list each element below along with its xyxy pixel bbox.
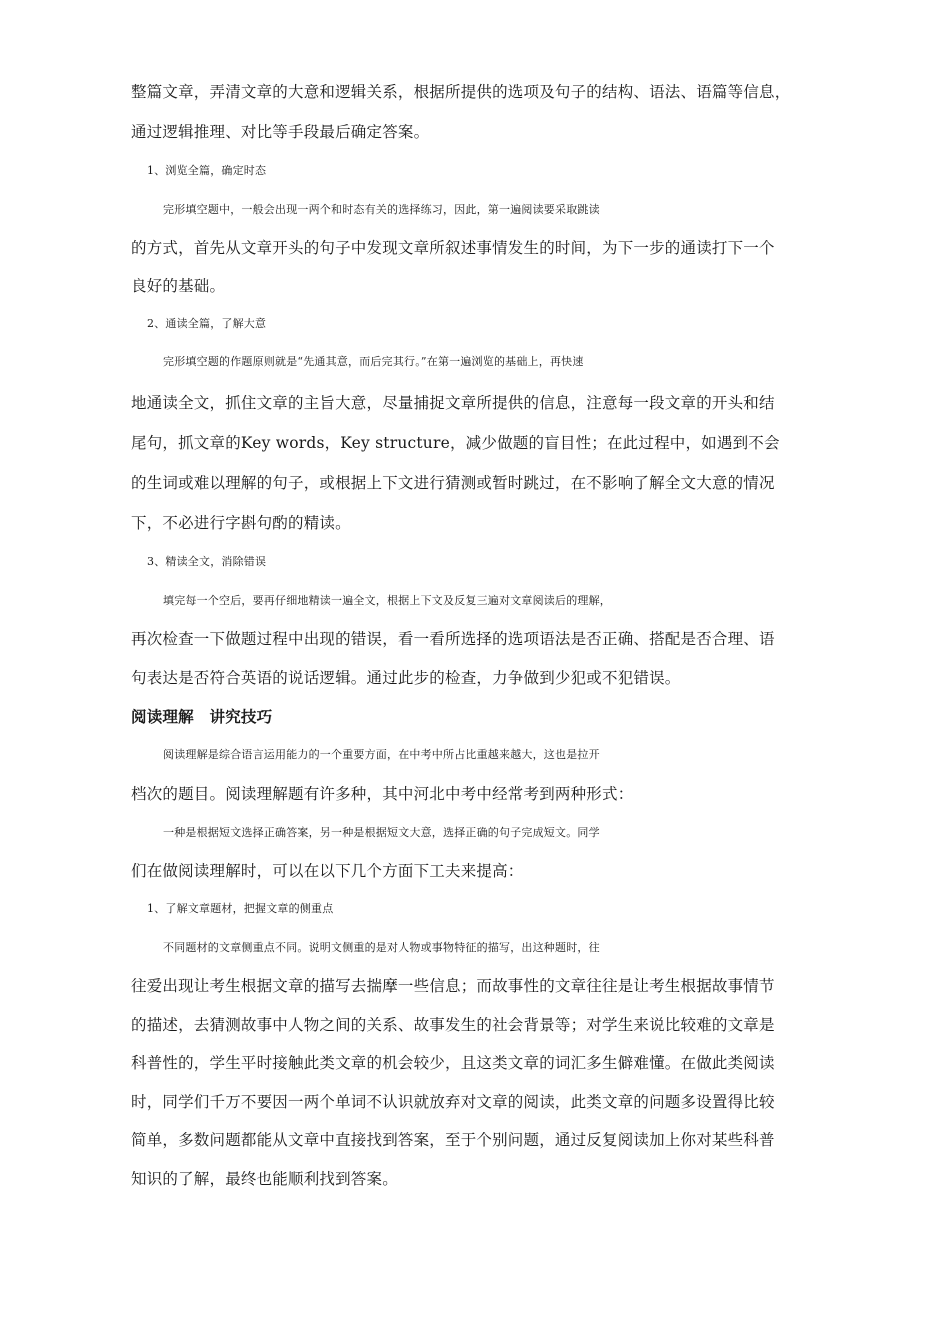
paragraph-line: 阅读理解是综合语言运用能力的一个重要方面，在中考中所占比重越来越大，这也是拉开 bbox=[163, 748, 600, 761]
paragraph-line: 们在做阅读理解时，可以在以下几个方面下工夫来提高： bbox=[131, 862, 524, 880]
paragraph-line: 完形填空题的作题原则就是“先通其意，而后完其行。”在第一遍浏览的基础上，再快速 bbox=[163, 355, 584, 368]
paragraph-line: 一种是根据短文选择正确答案，另一种是根据短文大意，选择正确的句子完成短文。同学 bbox=[163, 826, 600, 839]
section-heading: 1、了解文章题材，把握文章的侧重点 bbox=[147, 902, 334, 915]
paragraph-line: 下，不必进行字斟句酌的精读。 bbox=[131, 514, 351, 532]
paragraph-line: 通过逻辑推理、对比等手段最后确定答案。 bbox=[131, 123, 430, 141]
paragraph-line: 的生词或难以理解的句子，或根据上下文进行猜测或暂时跳过，在不影响了解全文大意的情况 bbox=[131, 474, 775, 492]
paragraph-line: 往爱出现让考生根据文章的描写去揣摩一些信息；而故事性的文章往往是让考生根据故事情节 bbox=[131, 977, 775, 995]
section-heading: 3、精读全文，消除错误 bbox=[147, 555, 267, 568]
paragraph-line: 地通读全文，抓住文章的主旨大意，尽量捕捉文章所提供的信息，注意每一段文章的开头和结 bbox=[131, 394, 775, 412]
paragraph-line: 整篇文章，弄清文章的大意和逻辑关系，根据所提供的选项及句子的结构、语法、语篇等信息， bbox=[131, 83, 791, 101]
paragraph-line: 句表达是否符合英语的说话逻辑。通过此步的检查，力争做到少犯或不犯错误。 bbox=[131, 669, 681, 687]
section-heading: 1、浏览全篇，确定时态 bbox=[147, 164, 267, 177]
paragraph-line: 尾句，抓文章的Key words，Key structure，减少做题的盲目性；在此过程中，如遇到不会 bbox=[131, 434, 780, 452]
paragraph-line: 简单，多数问题都能从文章中直接找到答案，至于个别问题，通过反复阅读加上你对某些科普 bbox=[131, 1131, 775, 1149]
paragraph-line: 再次检查一下做题过程中出现的错误，看一看所选择的选项语法是否正确、搭配是否合理、语 bbox=[131, 630, 775, 648]
paragraph-line: 填完每一个空后，要再仔细地精读一遍全文，根据上下文及反复三遍对文章阅读后的理解， bbox=[163, 594, 611, 607]
paragraph-line: 档次的题目。阅读理解题有许多种，其中河北中考中经常考到两种形式： bbox=[131, 785, 634, 803]
paragraph-line: 时，同学们千万不要因一两个单词不认识就放弃对文章的阅读，此类文章的问题多设置得比较 bbox=[131, 1093, 775, 1111]
paragraph-line: 科普性的，学生平时接触此类文章的机会较少，且这类文章的词汇多生僻难懂。在做此类阅读 bbox=[131, 1054, 775, 1072]
paragraph-line: 完形填空题中，一般会出现一两个和时态有关的选择练习，因此，第一遍阅读要采取跳读 bbox=[163, 203, 600, 216]
paragraph-line: 知识的了解，最终也能顺利找到答案。 bbox=[131, 1170, 398, 1188]
paragraph-line: 的方式，首先从文章开头的句子中发现文章所叙述事情发生的时间，为下一步的通读打下一个 bbox=[131, 239, 775, 257]
paragraph-line: 不同题材的文章侧重点不同。说明文侧重的是对人物或事物特征的描写，出这种题时，往 bbox=[163, 941, 600, 954]
paragraph-line: 良好的基础。 bbox=[131, 277, 226, 295]
paragraph-line: 的描述，去猜测故事中人物之间的关系、故事发生的社会背景等；对学生来说比较难的文章是 bbox=[131, 1016, 775, 1034]
section-heading: 2、通读全篇，了解大意 bbox=[147, 317, 267, 330]
section-title: 阅读理解 讲究技巧 bbox=[131, 708, 273, 726]
